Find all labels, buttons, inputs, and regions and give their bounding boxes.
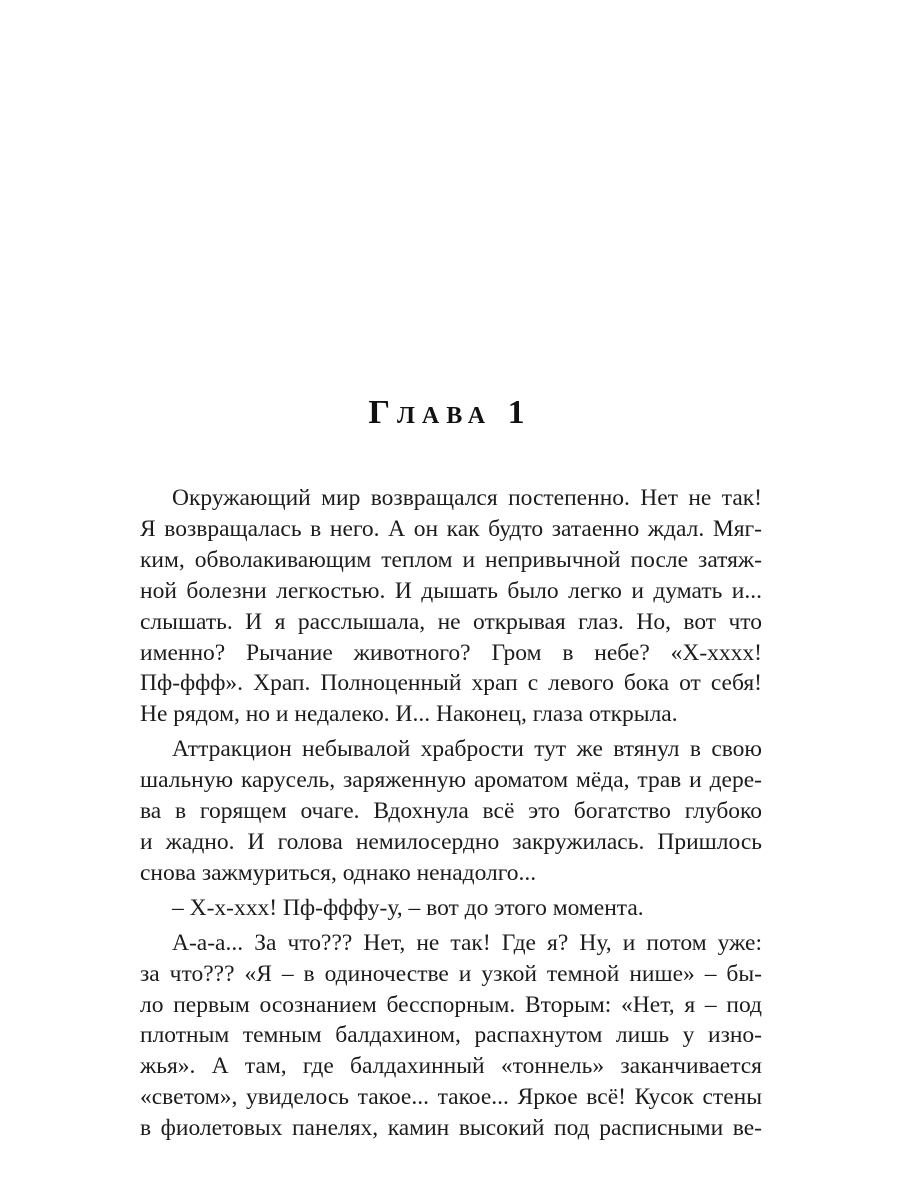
text-line: А-а-а... За что??? Нет, не так! Где я? Ну, и потом уже: <box>172 929 762 956</box>
text-line: Не рядом, но и недалеко. И... Наконец, глаза открыла. <box>140 701 678 728</box>
text-line: шальную карусель, заряженную ароматом мёда, трав и дере- <box>140 767 762 794</box>
text-line: Аттракцион небывалой храбрости тут же втянул в свою <box>172 736 762 763</box>
chapter-title: Глава 1 <box>368 394 532 431</box>
text-line: ло первым осознанием бесспорным. Вторым: «Нет, я – под <box>140 991 762 1018</box>
text-line: Я возвращалась в него. А он как будто затаенно ждал. Мяг- <box>140 515 762 542</box>
chapter-body <box>140 483 762 1144</box>
text-line: ва в горящем очаге. Вдохнула всё это богатство глубоко <box>140 798 762 825</box>
text-line: жья». А там, где балдахинный «тоннель» заканчивается <box>140 1053 762 1080</box>
text-line: ной болезни легкостью. И дышать было легко и думать и... <box>140 577 762 604</box>
text-line: именно? Рычание животного? Гром в небе? «Х-хххх! <box>140 639 762 666</box>
text-line: снова зажмуриться, однако ненадолго... <box>140 859 537 886</box>
text-line: за что??? «Я – в одиночестве и узкой темной нише» – бы- <box>140 960 762 987</box>
text-line: «светом», увиделось такое... такое... Яркое всё! Кусок стены <box>140 1084 762 1111</box>
text-line: ким, обволакивающим теплом и непривычной после затяж- <box>140 546 762 573</box>
text-line: слышать. И я расслышала, не открывая глаз. Но, вот что <box>140 608 762 635</box>
text-line: и жадно. И голова немилосердно закружилась. Пришлось <box>140 828 762 855</box>
text-line: Окружающий мир возвращался постепенно. Нет не так! <box>172 485 762 511</box>
text-line: плотным темным балдахином, распахнутом лишь у изно- <box>140 1022 762 1049</box>
text-line: – Х-х-ххх! Пф-фффу-у, – вот до этого момента. <box>172 894 644 921</box>
text-line: в фиолетовых панелях, камин высокий под расписными ве- <box>140 1115 762 1142</box>
text-line: Пф-ффф». Храп. Полноценный храп с левого бока от себя! <box>140 670 762 697</box>
